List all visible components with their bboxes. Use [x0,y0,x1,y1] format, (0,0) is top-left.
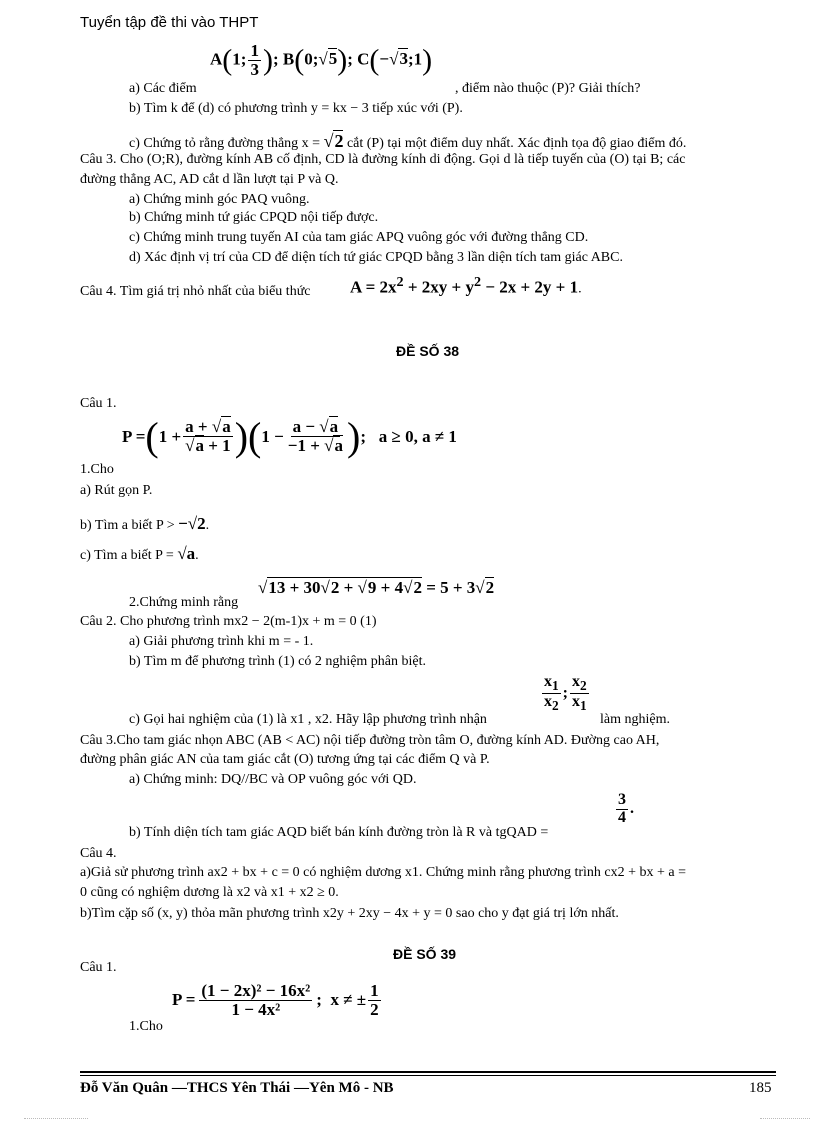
de38-two: 2.Chứng minh rằng [129,595,239,610]
line-b: b) Tìm k để (d) có phương trình y = kx − 3 tiếp xúc với (P). [129,101,463,116]
cau3-d: d) Xác định vị trí của CD để diện tích tứ giác CPQD bằng 3 lần diện tích tam giác ABC. [129,250,623,265]
de38-cau2c-pre: c) Gọi hai nghiệm của (1) là x1 , x2. Hãy lập phương trình nhận [129,712,487,727]
de39-P-formula: P = $\frac{\text{(1 − 2x)² − 16x²}}{\text{1 − 4x²}}$ ; x ≠ ± $\frac{1}{2}$ [172,981,379,1019]
cau3-line2: đường thẳng AC, AD cắt d lần lượt tại P và Q. [80,172,339,187]
de38-cau4a-l1: a)Giả sử phương trình ax2 + bx + c = 0 có nghiệm dương x1. Chứng minh rằng phương trình cx2 + bx + a = [80,865,686,880]
page-number: 185 [749,1080,772,1096]
footer-rule [80,1071,776,1073]
de38-cau3b: b) Tính diện tích tam giác AQD biết bán kính đường tròn là R và tgQAD = [129,825,549,840]
de38-cau4b: b)Tìm cặp số (x, y) thỏa mãn phương trình x2y + 2xy − 4x + y = 0 sao cho y đạt giá trị lớn nhất. [80,906,619,921]
de39-cho: 1.Cho [129,1019,163,1034]
cau3-b: b) Chứng minh tứ giác CPQD nội tiếp được. [129,210,379,225]
de38-cau2a: a) Giải phương trình khi m = - 1. [129,634,314,649]
de38-a: a) Rút gọn P. [80,483,153,498]
points-label: a) Các điểm [129,81,197,96]
de38-two-formula: √13 + 30√2 + √9 + 4√2 = 5 + 3√2 [258,578,495,597]
line-c: c) Chứng tỏ rằng đường thẳng x = √2 cắt (P) tại một điểm duy nhất. Xác định tọa độ giao điểm đó. [129,131,687,151]
cau4-text: Câu 4. Tìm giá trị nhỏ nhất của biểu thức [80,284,311,299]
de38-cau1: Câu 1. [80,396,117,411]
de38-b: b) Tìm a biết P > −√2. [80,514,210,533]
tg-fraction: $\frac{3}{4}$ . [618,791,634,826]
cau3-a: a) Chứng minh góc PAQ vuông. [129,192,310,207]
de38-cau3a: a) Chứng minh: DQ//BC và OP vuông góc với QD. [129,772,417,787]
de38-roots-frac: $\frac{x_1}{x_2}$ ; $\frac{x_2}{x_1}$ [544,673,587,714]
de38-cho: 1.Cho [80,462,114,477]
de39-title: ĐỀ SỐ 39 [393,946,457,962]
bottom-dotted-left [24,1118,88,1119]
de39-cau1: Câu 1. [80,960,117,975]
de38-cau2b: b) Tìm m để phương trình (1) có 2 nghiệm phân biệt. [129,654,427,669]
de38-cau4a-l2: 0 cũng có nghiệm dương là x2 và x1 + x2 ≥ 0. [80,885,339,900]
footer-author: Đỗ Văn Quân —THCS Yên Thái —Yên Mô - NB [80,1080,394,1096]
points-formula: A(1; $\frac{1}{3}$ ); B(0;√5); C(−√3;1) [210,41,433,79]
de38-cau3-l2: đường phân giác AN của tam giác cắt (O) tương ứng tại các điểm Q và P. [80,752,490,767]
de38-c: c) Tìm a biết P = √a. [80,544,199,563]
page-header: Tuyển tập đề thi vào THPT [80,14,259,31]
footer-rule-thin [80,1075,776,1076]
de38-cau2: Câu 2. Cho phương trình mx2 − 2(m-1)x + m = 0 (1) [80,614,377,629]
formula-A: $A = 2x^2 + 2xy + y^2 - 2x + 2y + 1$. [350,274,582,297]
de38-cau2c-post: làm nghiệm. [600,712,670,727]
bottom-dotted-right [760,1118,810,1119]
de38-cau4: Câu 4. [80,846,117,861]
cau3-line1: Câu 3. Cho (O;R), đường kính AB cố định, CD là đường kính di động. Gọi d là tiếp tuyến của (O) tại B; các [80,152,686,167]
points-tail: , điểm nào thuộc (P)? Giải thích? [455,81,641,96]
de38-title: ĐỀ SỐ 38 [396,343,460,359]
de38-P-formula: P = ( 1 + $\frac{a + √a}{√a + 1}$ )( 1 − $\frac{a - √a}{-1 + √a}$ ) ; a ≥ 0, a ≠ 1 [122,414,457,459]
cau3-c: c) Chứng minh trung tuyến AI của tam giác APQ vuông góc với đường thẳng CD. [129,230,589,245]
de38-cau3-l1: Câu 3.Cho tam giác nhọn ABC (AB < AC) nội tiếp đường tròn tâm O, đường kính AD. Đường cao AH, [80,733,660,748]
